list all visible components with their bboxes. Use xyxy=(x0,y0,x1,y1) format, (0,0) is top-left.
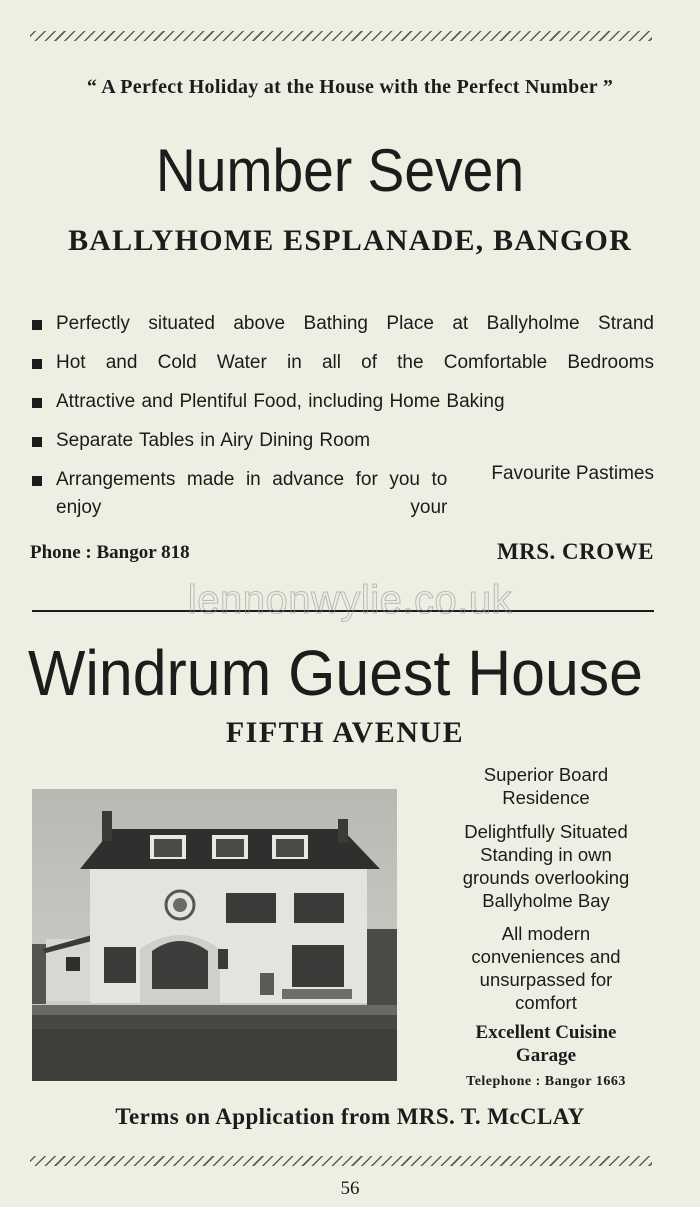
list-item: Hot and Cold Water in all of the Comfortable Bedrooms xyxy=(32,349,654,388)
square-bullet-icon xyxy=(32,359,42,369)
bottom-border-ornament xyxy=(30,1156,652,1166)
side-text-block-2: Delightfully Situated Standing in own grounds overlooking Ballyholme Bay xyxy=(462,821,630,911)
guest-house-photo xyxy=(32,789,397,1081)
feature-continuation: Favourite Pastimes xyxy=(491,463,654,484)
windrum-telephone: Telephone : Bangor 1663 xyxy=(466,1074,626,1089)
windrum-address: FIFTH AVENUE xyxy=(225,716,465,749)
proprietor-name: MRS. CROWE xyxy=(496,539,654,564)
watermark-text: lennonwylie.co.uk xyxy=(187,578,513,622)
list-item: Perfectly situated above Bathing Place at Ballyholme Strand xyxy=(32,310,654,349)
feature-list xyxy=(32,310,654,536)
house-illustration xyxy=(32,789,397,1081)
side-text-block-3: All modern conveniences and unsurpassed for comfort xyxy=(471,923,621,1013)
list-item: Attractive and Plentiful Food, including Home Baking xyxy=(32,388,654,427)
tagline: “ A Perfect Holiday at the House with the Perfect Number ” xyxy=(86,76,614,98)
list-item: Arrangements made in advance for you to enjoy your Favourite Pastimes xyxy=(32,466,654,536)
square-bullet-icon xyxy=(32,398,42,408)
side-text-block-1: Superior Board Residence xyxy=(483,764,609,808)
terms-line: Terms on Application from MRS. T. McCLAY xyxy=(115,1104,585,1129)
number-seven-title: Number Seven xyxy=(155,137,525,204)
list-item: Separate Tables in Airy Dining Room xyxy=(32,427,654,466)
top-border-ornament xyxy=(30,31,652,41)
number-seven-address: BALLYHOME ESPLANADE, BANGOR xyxy=(68,224,632,257)
side-text-block-4: Excellent Cuisine Garage xyxy=(475,1022,617,1066)
phone-number: Phone : Bangor 818 xyxy=(30,542,190,563)
square-bullet-icon xyxy=(32,320,42,330)
square-bullet-icon xyxy=(32,476,42,486)
windrum-title: Windrum Guest House xyxy=(28,637,643,709)
square-bullet-icon xyxy=(32,437,42,447)
page-number: 56 xyxy=(340,1178,360,1199)
